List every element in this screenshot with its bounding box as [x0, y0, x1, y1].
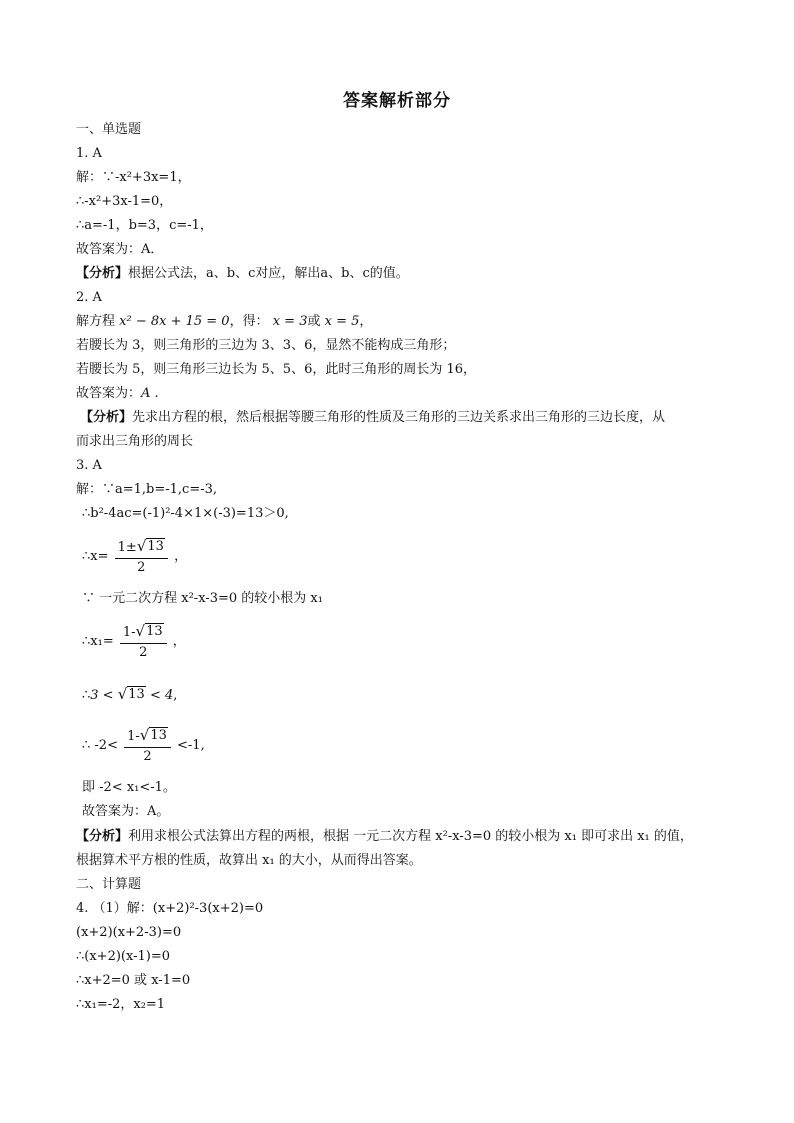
sqrt-sign — [140, 726, 168, 744]
numerator-text: 1± — [117, 540, 137, 555]
q4-line-2: (x+2)(x+2-3)=0 — [76, 925, 182, 940]
q2-line-2: 若腰长为 3，则三角形的三边为 3、3、6，显然不能构成三角形； — [76, 338, 456, 353]
q3-l3-pre: ∴x= — [82, 549, 109, 564]
radical-icon: √ — [135, 622, 146, 640]
q2-l1-text-a: 解方程 — [76, 314, 120, 329]
q1-answer: 1. A — [76, 146, 102, 161]
radicand: 13 — [128, 687, 145, 702]
analysis-text: 利用求根公式法算出方程的两根，根据 一元二次方程 x²-x-3=0 的较小根为 x₁ 即可求出 x₁ 的值， — [128, 829, 693, 844]
q3-l3-post: ， — [174, 549, 188, 564]
q2-equation: x² − 8x + 15 = 0 — [119, 314, 230, 329]
q4-line-1: 4. （1）解：(x+2)²-3(x+2)=0 — [76, 901, 264, 916]
analysis-tag: 【分析】 — [80, 410, 133, 425]
q3-line-9: 故答案为：A。 — [82, 804, 170, 819]
sqrt-sign — [136, 622, 164, 640]
q3-line-1: 解：∵a=1,b=-1,c=-3, — [76, 482, 218, 497]
fraction-numerator — [120, 622, 167, 644]
q2-l4-text-a: 故答案为： — [76, 386, 142, 401]
q1-line-2: ∴-x²+3x-1=0， — [76, 194, 173, 209]
fraction-denominator: 2 — [139, 645, 148, 660]
q1-line-3: ∴a=-1，b=3，c=-1， — [76, 218, 213, 233]
q2-l1-text-d: ， — [359, 314, 373, 329]
q4-line-5: ∴x₁=-2，x₂=1 — [76, 997, 166, 1012]
section-heading-calculation: 二、计算题 — [76, 877, 142, 892]
q2-root-2: x = 5 — [324, 314, 360, 329]
fraction-numerator — [124, 726, 171, 748]
fraction — [115, 537, 168, 576]
q3-l6-b: < 4 — [145, 688, 174, 703]
q4-line-3: ∴(x+2)(x-1)=0 — [76, 949, 170, 964]
q3-analysis-2: 根据算术平方根的性质，故算出 x₁ 的大小，从而得出答案。 — [76, 853, 422, 868]
q4-line-4: ∴x+2=0 或 x-1=0 — [76, 973, 191, 988]
q1-line-1: 解：∵-x²+3x=1， — [76, 170, 191, 185]
fraction — [124, 726, 171, 765]
q2-l4-text-c: . — [150, 386, 159, 401]
fraction-denominator: 2 — [143, 749, 152, 764]
radicand: 13 — [147, 539, 164, 554]
q2-line-1 — [76, 313, 372, 331]
q3-l6-post: , — [173, 688, 178, 703]
q3-l7-post: <-1, — [177, 738, 205, 753]
q2-analysis-2: 而求出三角形的周长 — [76, 434, 194, 449]
q3-line-5 — [82, 622, 186, 661]
radicand: 13 — [146, 624, 163, 639]
q3-line-8: 即 -2< x₁<-1。 — [82, 780, 176, 795]
radical-icon: √ — [139, 726, 150, 744]
numerator-text: 1- — [127, 729, 140, 744]
q3-line-7 — [82, 726, 205, 765]
q1-analysis — [76, 265, 409, 283]
sqrt-sign — [137, 537, 165, 555]
analysis-text: 先求出方程的根，然后根据等腰三角形的性质及三角形的三边关系求出三角形的三边长度，从 — [132, 410, 666, 425]
radical-icon: √ — [136, 537, 147, 555]
q1-line-4: 故答案为：A． — [76, 242, 164, 257]
q2-answer: 2. A — [76, 290, 102, 305]
q2-line-4 — [76, 385, 159, 403]
q3-line-2: ∴b²-4ac=(-1)²-4×1×(-3)=13＞0, — [82, 506, 289, 521]
q2-l1-text-b: ，得： — [229, 314, 273, 329]
radical-icon: √ — [117, 685, 128, 703]
q3-line-6 — [82, 685, 177, 705]
analysis-tag: 【分析】 — [76, 266, 129, 281]
page-title: 答案解析部分 — [343, 91, 451, 111]
q3-l5-pre: ∴x₁= — [82, 634, 114, 649]
q3-l6-pre: ∴ — [82, 688, 91, 703]
analysis-text: 根据公式法，a、b、c对应，解出a、b、c的值。 — [128, 266, 409, 281]
radicand: 13 — [150, 728, 167, 743]
q2-root-1: x = 3 — [272, 314, 308, 329]
q3-l6-a: 3 < — [90, 688, 118, 703]
q3-l7-pre: ∴ -2< — [82, 738, 123, 753]
q3-l5-post: ， — [172, 634, 186, 649]
fraction — [120, 622, 167, 661]
sqrt-sign — [118, 685, 146, 703]
fraction-denominator: 2 — [137, 560, 146, 575]
q2-line-3: 若腰长为 5，则三角形三边长为 5、5、6，此时三角形的周长为 16， — [76, 362, 477, 377]
q3-line-4: ∵ 一元二次方程 x²-x-3=0 的较小根为 x₁ — [82, 591, 323, 606]
q2-l1-text-c: 或 — [307, 314, 325, 329]
q3-answer: 3. A — [76, 458, 102, 473]
analysis-tag: 【分析】 — [76, 829, 129, 844]
q2-l4-answer: A — [141, 386, 151, 401]
q3-analysis-1 — [76, 828, 693, 846]
numerator-text: 1- — [122, 625, 136, 640]
section-heading-single-choice: 一、单选题 — [76, 122, 142, 137]
q2-analysis-1 — [80, 409, 665, 427]
fraction-numerator — [115, 537, 168, 559]
q3-line-3 — [82, 537, 187, 576]
